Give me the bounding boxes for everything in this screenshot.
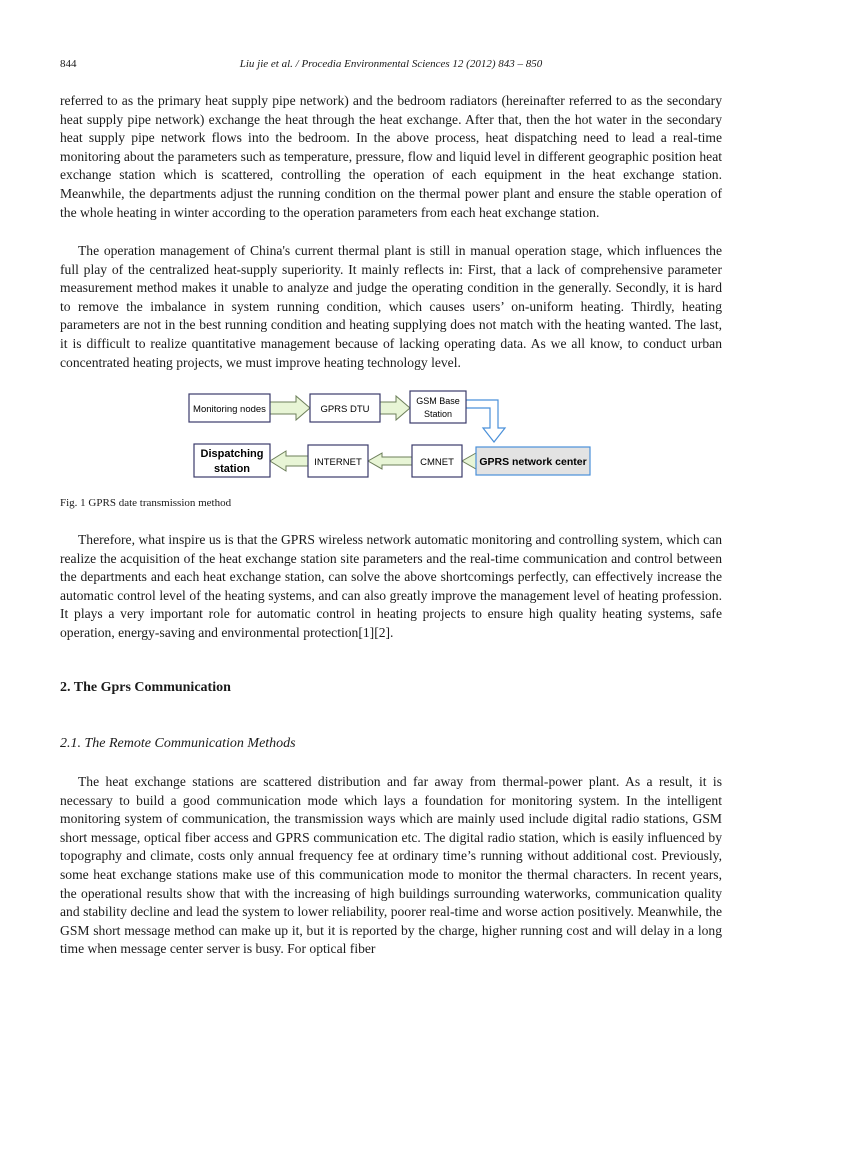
- page-number: 844: [60, 58, 77, 70]
- box-monitoring-nodes: [189, 394, 270, 422]
- box-gsm-base-station: [410, 391, 466, 423]
- body-paragraph-2: The operation management of China's current thermal plant is still in manual operation stage, which influences the full play of the centralized heat-supply superiority. It mainly reflects in: First, that a lack of comprehensive parameter measurement method makes it unable to analyze and judge the operating condition in the generally. Secondly, it is hard to remove the imbalance in system running condition, which causes users’ on-uniform heating. Thirdly, heating parameters are not in the best running condition and heating supplying does not match with the heating wanted. The last, it is difficult to realize quantitative management because of lacking operating data. As we all know, to conduct urban concentrated heating projects, we must improve heating technology level.: [60, 243, 722, 370]
- label-gsm-base-line2: Station: [423, 409, 453, 419]
- box-dispatching-station: [194, 444, 270, 477]
- arrow-gsm-to-center: [466, 400, 505, 442]
- label-internet: INTERNET: [314, 457, 362, 468]
- arrow-internet-to-dispatching: [270, 451, 308, 471]
- journal-citation: Liu jie et al. / Procedia Environmental Sciences 12 (2012) 843 – 850: [239, 58, 543, 70]
- section-heading: 2. The Gprs Communication: [60, 680, 231, 695]
- box-internet: [308, 445, 368, 477]
- label-dispatching-line1: Dispatching: [200, 448, 264, 460]
- arrow-dtu-to-gsm: [380, 396, 410, 420]
- label-cmnet: CMNET: [420, 457, 454, 468]
- label-monitoring-nodes: Monitoring nodes: [193, 404, 266, 415]
- subsection-heading: 2.1. The Remote Communication Methods: [60, 736, 296, 751]
- body-paragraph-1: referred to as the primary heat supply pipe network) and the bedroom radiators (hereinafter referred to as the secondary heat supply pipe network) exchange the heat through the heat exchange. After that, then the hot water in the secondary heat supply pipe network flows into the bedroom. In the above process, heat dispatching need to lead a real-time monitoring about the parameters such as temperature, pressure, flow and liquid level in different geographic position heat exchange station which is scattered, controlling the operation of each equipment in the heat exchange station. Meanwhile, the departments adjust the running condition on the thermal power plant and ensure the stable operation of the whole heating in winter according to the operation parameters from each heat exchange station.: [60, 93, 722, 220]
- box-gprs-network-center: [476, 447, 590, 475]
- arrow-monitoring-to-dtu: [270, 396, 310, 420]
- running-head: [60, 58, 722, 74]
- figure-caption: Fig. 1 GPRS date transmission method: [60, 497, 232, 509]
- label-gprs-center: GPRS network center: [479, 456, 587, 468]
- arrow-cmnet-to-internet: [368, 453, 412, 469]
- label-gprs-dtu: GPRS DTU: [320, 404, 370, 415]
- body-paragraph-4: The heat exchange stations are scattered distribution and far away from thermal-power plant. As a result, it is necessary to build a good communication mode which lays a foundation for monitoring system. In the intelligent monitoring system of communication, the transmission ways which are mainly used include digital radio stations, GSM short message, optical fiber access and GPRS communication etc. The digital radio station, which is easily influenced by topography and climate, costs only annual frequency fee at ordinary time’s running without additional cost. Previously, some heat exchange stations make use of this communication mode to monitor the thermal characters. In recent years, the operational results show that with the increasing of high buildings surrounding waterworks, communication quality and stability decline and lead the system to lower reliability, poorer real-time and worse action positively. Meanwhile, the GSM short message method can make up it, but it is reported by the charge, higher running cost and will delay in a long time when message center server is busy. For optical fiber: [60, 774, 722, 957]
- figure-gprs-transmission: [186, 390, 598, 482]
- box-cmnet: [412, 445, 462, 477]
- label-dispatching-line2: station: [213, 463, 251, 475]
- body-paragraph-3: Therefore, what inspire us is that the GPRS wireless network automatic monitoring and controlling system, which can realize the acquisition of the heat exchange station site parameters and the real-time communication and control between the departments and each heat exchange station, can solve the above shortcomings perfectly, can effectively increase the automatic control level of the heating systems, and can also greatly improve the management level of heating profession. It plays a very important role for automatic control in heating projects to ensure high quality heating systems, safe operation, energy-saving and environmental protection[1][2].: [60, 532, 722, 640]
- box-gprs-dtu: [310, 394, 380, 422]
- label-gsm-base-line1: GSM Base: [416, 396, 460, 406]
